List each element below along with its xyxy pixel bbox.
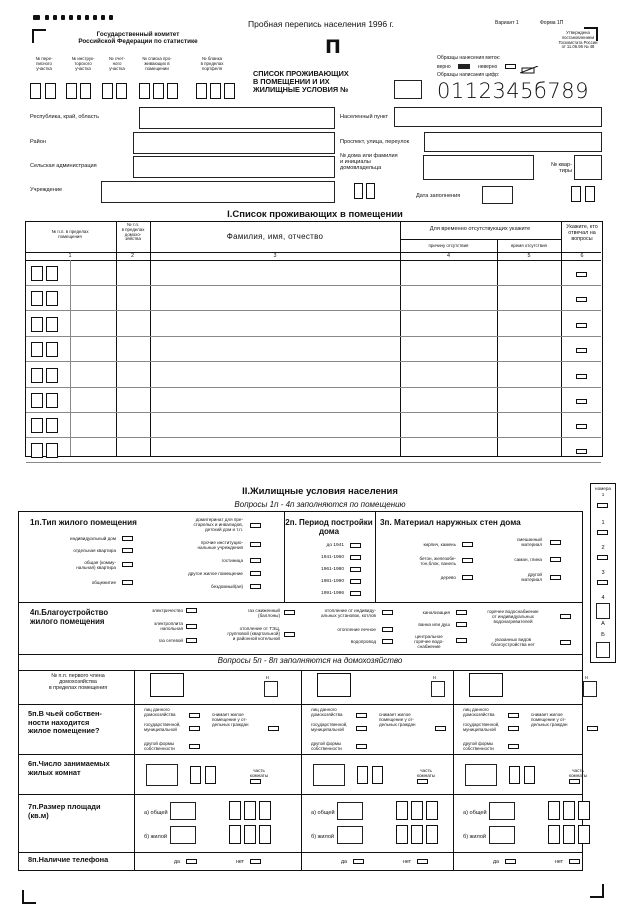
region-label: Республика, край, область bbox=[30, 114, 100, 120]
hh-number-box[interactable] bbox=[150, 673, 184, 697]
col-num: 1 bbox=[68, 253, 72, 259]
phone-no-label: нет bbox=[236, 859, 244, 865]
area-digit[interactable] bbox=[578, 825, 590, 844]
row-num-box[interactable] bbox=[46, 443, 58, 458]
q5-title: 5п.В чьей собствен- ности находится жилое помещение? bbox=[28, 709, 102, 735]
area-living-label: б) жилой bbox=[463, 834, 487, 840]
area-living-label: б) жилой bbox=[311, 834, 335, 840]
table-row bbox=[26, 285, 601, 286]
area-digit[interactable] bbox=[548, 825, 560, 844]
q1-opt: отдельная квартира bbox=[73, 548, 116, 553]
q4-opt: канализация bbox=[422, 610, 450, 615]
district-label: Район bbox=[30, 139, 46, 145]
sidebar-a: А bbox=[601, 621, 605, 627]
q5-opt: государственной, муниципальной bbox=[463, 722, 500, 732]
sidebar-3: 3 bbox=[601, 570, 605, 576]
q1-opt: индивидуальный дом bbox=[70, 536, 116, 541]
q3-opt: саман, глина bbox=[514, 557, 542, 562]
q5-opt: снимает жилое помещение у от- дельных граждан bbox=[531, 712, 568, 727]
row-num-box[interactable] bbox=[31, 266, 43, 281]
row-num-box[interactable] bbox=[46, 291, 58, 306]
rooms-digit[interactable] bbox=[524, 766, 535, 784]
date-code-box[interactable] bbox=[585, 186, 595, 202]
q4-opt: центральное горячее водо- снабжение bbox=[414, 634, 444, 649]
rooms-box[interactable] bbox=[146, 764, 178, 786]
q3-opt: другой материал bbox=[521, 572, 542, 582]
row-num-box[interactable] bbox=[31, 342, 43, 357]
table-row bbox=[26, 437, 601, 438]
area-digit[interactable] bbox=[411, 825, 423, 844]
hh-n-box[interactable] bbox=[583, 681, 597, 697]
q6-title: 6п.Число занимаемых жилых комнат bbox=[28, 759, 110, 777]
phone-yes-label: да bbox=[493, 859, 499, 865]
incorrect-mark-sample bbox=[505, 64, 516, 69]
hh-number-box[interactable] bbox=[317, 673, 351, 697]
table-row bbox=[26, 336, 601, 337]
institution-field[interactable] bbox=[101, 181, 335, 203]
area-total-label: а) общей bbox=[311, 810, 335, 816]
correct-label: верно bbox=[437, 64, 451, 70]
area-digit[interactable] bbox=[229, 825, 241, 844]
q2-opt: 1991-1996 bbox=[321, 591, 344, 596]
q2-opt: до 1941 bbox=[326, 543, 344, 548]
q5-opt: лиц данного домохозяйства bbox=[144, 707, 176, 717]
answered-checkbox[interactable] bbox=[576, 323, 587, 328]
phone-no-label: нет bbox=[555, 859, 563, 865]
q4-opt: отопление печное bbox=[337, 627, 376, 632]
col-label-3: № счет- ного участка bbox=[108, 56, 126, 71]
col-label-2: № инструк- торского участка bbox=[71, 56, 95, 71]
q4-opt: газ сетевой bbox=[158, 638, 183, 643]
q5-opt: другой формы собственности bbox=[463, 741, 494, 751]
q4-opt: отопление от индивиду- альных установок, котлов bbox=[320, 608, 376, 618]
rural-admin-field[interactable] bbox=[133, 156, 335, 178]
area-box[interactable] bbox=[337, 802, 363, 820]
q4-opt: водопровод bbox=[350, 639, 376, 644]
list-title: СПИСОК ПРОЖИВАЮЩИХ В ПОМЕЩЕНИИ И ИХ ЖИЛИЩНЫЕ УСЛОВИЯ № bbox=[253, 69, 349, 94]
area-digit[interactable] bbox=[578, 801, 590, 820]
q1-opt: общая (комму- нальная) квартира bbox=[76, 560, 116, 570]
sidebar-box-b[interactable] bbox=[596, 642, 610, 658]
col-num: 6 bbox=[580, 253, 584, 259]
rooms-box[interactable] bbox=[465, 764, 497, 786]
col-num: 3 bbox=[273, 253, 277, 259]
house-field[interactable] bbox=[423, 155, 534, 180]
row-num-box[interactable] bbox=[46, 368, 58, 383]
table-row bbox=[26, 310, 601, 311]
area-digit[interactable] bbox=[563, 801, 575, 820]
part-room-label: часть комнаты bbox=[249, 768, 269, 778]
q1-opt: бездомный(ая) bbox=[211, 584, 243, 589]
area-digit[interactable] bbox=[244, 825, 256, 844]
area-digit[interactable] bbox=[259, 825, 271, 844]
sidebar-4: 4 bbox=[601, 595, 605, 601]
date-code-box[interactable] bbox=[571, 186, 581, 202]
q3-opt: дерево bbox=[440, 575, 456, 580]
row-num-box[interactable] bbox=[46, 266, 58, 281]
col-full-name: Фамилия, имя, отчество bbox=[226, 232, 324, 241]
row-num-box[interactable] bbox=[31, 393, 43, 408]
q4-title: 4п.Благоустройство жилого помещения bbox=[30, 608, 109, 626]
area-digit[interactable] bbox=[563, 825, 575, 844]
section1-title: I.Список проживающих в помещении bbox=[227, 209, 403, 220]
answered-checkbox[interactable] bbox=[576, 399, 587, 404]
area-digit[interactable] bbox=[411, 801, 423, 820]
q3-opt: бетон, железобе- тон,блок, панель bbox=[419, 556, 456, 566]
q5-opt: государственной, муниципальной bbox=[144, 722, 181, 732]
q1-opt: домитеринат для пре- старелых и инвалидов, детский дом и т.п. bbox=[193, 517, 243, 532]
section2-subtitle1: Вопросы 1п - 4п заполняются по помещению bbox=[234, 500, 406, 509]
area-total-label: а) общей bbox=[463, 810, 487, 816]
phone-no-label: нет bbox=[403, 859, 411, 865]
street-field[interactable] bbox=[424, 132, 602, 152]
col-num: 2 bbox=[131, 253, 134, 259]
col-label-1: № пере- писного участка bbox=[35, 56, 53, 71]
area-box[interactable] bbox=[170, 826, 196, 844]
apartment-field[interactable] bbox=[574, 155, 602, 180]
q1-title: 1п.Тип жилого помещения bbox=[30, 518, 137, 527]
area-digit[interactable] bbox=[259, 801, 271, 820]
rooms-digit[interactable] bbox=[372, 766, 383, 784]
area-digit[interactable] bbox=[244, 801, 256, 820]
phone-yes-label: да bbox=[174, 859, 180, 865]
col-num: 5 bbox=[527, 253, 531, 259]
q2-title: 2п. Период постройки дома bbox=[285, 518, 373, 536]
row-num-box[interactable] bbox=[31, 368, 43, 383]
area-digit[interactable] bbox=[396, 825, 408, 844]
phone-yes-label: да bbox=[341, 859, 347, 865]
incorrect-label: неверно bbox=[478, 64, 498, 70]
area-digit[interactable] bbox=[396, 801, 408, 820]
q1-opt: другое жилое помещение bbox=[188, 571, 243, 576]
table-row bbox=[26, 361, 601, 362]
n-label: н bbox=[585, 675, 588, 681]
corner-mark bbox=[32, 29, 46, 31]
institution-label: Учреждение bbox=[30, 187, 63, 193]
hh-first-member-label: № п.п. первого члена домохозяйства в пределах помещения bbox=[48, 673, 108, 691]
region-field[interactable] bbox=[139, 107, 335, 129]
date-code-box[interactable] bbox=[366, 183, 375, 199]
q5-opt: снимает жилое помещение у от- дельных граждан bbox=[379, 712, 416, 727]
col-time: время отсутствия bbox=[511, 243, 547, 248]
correct-mark-sample bbox=[458, 64, 470, 69]
answered-checkbox[interactable] bbox=[576, 449, 587, 454]
date-code-box[interactable] bbox=[354, 183, 363, 199]
col-answered: Укажите, кто отвечал на вопросы bbox=[566, 224, 598, 242]
n-label: н bbox=[266, 675, 269, 681]
row-num-box[interactable] bbox=[46, 317, 58, 332]
section2-title: II.Жилищные условия населения bbox=[242, 486, 398, 497]
hh-n-box[interactable] bbox=[264, 681, 278, 697]
n-label: н bbox=[433, 675, 436, 681]
rural-admin-label: Сельская администрация bbox=[30, 163, 97, 169]
digit-samples: 0112345б789 bbox=[437, 79, 589, 103]
row-num-box[interactable] bbox=[31, 291, 43, 306]
q8-title: 8п.Наличие телефона bbox=[28, 855, 109, 864]
part-room-label: часть комнаты bbox=[416, 768, 436, 778]
q5-opt: лиц данного домохозяйства bbox=[311, 707, 343, 717]
q4-opt: горячее водоснабжение от индивидуальных водонагревателей bbox=[487, 609, 539, 624]
q2-opt: 1961-1980 bbox=[321, 567, 344, 572]
q4-opt: ванна или душ bbox=[418, 622, 450, 627]
street-label: Проспект, улица, переулок bbox=[340, 139, 410, 145]
area-box[interactable] bbox=[489, 802, 515, 820]
sidebar-b: Б bbox=[601, 632, 605, 638]
rooms-digit[interactable] bbox=[205, 766, 216, 784]
answered-checkbox[interactable] bbox=[576, 348, 587, 353]
rooms-digit[interactable] bbox=[509, 766, 520, 784]
area-living-label: б) жилой bbox=[144, 834, 168, 840]
q3-title: 3п. Материал наружных стен дома bbox=[380, 518, 521, 527]
row-num-box[interactable] bbox=[31, 443, 43, 458]
list-number-field[interactable] bbox=[394, 80, 422, 99]
col-person-number: № п.п. в пределах помещения bbox=[51, 229, 89, 239]
form-title: Пробная перепись населения 1996 г. bbox=[248, 19, 394, 29]
date-field[interactable] bbox=[482, 186, 513, 204]
sidebar-box-a[interactable] bbox=[596, 603, 610, 619]
q5-opt: государственной, муниципальной bbox=[311, 722, 348, 732]
q1-opt: гостиница bbox=[221, 558, 243, 563]
sidebar-1: 1 bbox=[601, 520, 605, 526]
area-digit[interactable] bbox=[426, 801, 438, 820]
q4-opt: отопление от ТЭЦ, групповой (квартальной) и районной котельной bbox=[227, 626, 280, 641]
table-row bbox=[26, 412, 601, 413]
part-room-label: часть комнаты bbox=[568, 768, 588, 778]
row-num-box[interactable] bbox=[46, 342, 58, 357]
hh-number-box[interactable] bbox=[469, 673, 503, 697]
area-digit[interactable] bbox=[548, 801, 560, 820]
form-number: Форма 1П bbox=[540, 20, 564, 26]
marks-label: Образцы нанесения меток: bbox=[437, 55, 501, 61]
q5-opt: другой формы собственности bbox=[311, 741, 342, 751]
q1-opt: прочие институцио- нальные учреждения bbox=[197, 540, 243, 550]
answered-checkbox[interactable] bbox=[576, 374, 587, 379]
q5-opt: другой формы собственности bbox=[144, 741, 175, 751]
table-row bbox=[26, 462, 601, 463]
q4-opt: электроплита напольная bbox=[153, 621, 183, 631]
area-total-label: а) общей bbox=[144, 810, 168, 816]
area-digit[interactable] bbox=[426, 825, 438, 844]
table-row bbox=[26, 387, 601, 388]
settlement-field[interactable] bbox=[394, 107, 602, 127]
institution: Государственный комитет Российской Федерации по статистике bbox=[78, 31, 198, 45]
area-digit[interactable] bbox=[229, 801, 241, 820]
q7-title: 7п.Размер площади (кв.м) bbox=[28, 802, 101, 820]
rooms-digit[interactable] bbox=[190, 766, 201, 784]
section2-subtitle2: Вопросы 5п - 8п заполняются на домохозяйство bbox=[217, 656, 403, 665]
col-label-4: № списка про- живающих в помещении bbox=[142, 56, 172, 71]
digits-label: Образцы написания цифр: bbox=[437, 72, 500, 78]
q5-opt: снимает жилое помещение у от- дельных граждан bbox=[212, 712, 249, 727]
house-label: № дома или фамилия и инициалы домовладельца bbox=[340, 153, 398, 171]
q4-opt: электричество bbox=[151, 608, 183, 613]
settlement-label: Населенный пункт bbox=[340, 114, 389, 120]
form-letter: П bbox=[325, 36, 341, 58]
row-num-box[interactable] bbox=[46, 393, 58, 408]
col-num: 4 bbox=[447, 253, 450, 259]
apartment-label: № квар- тиры bbox=[551, 162, 572, 174]
area-box[interactable] bbox=[170, 802, 196, 820]
answered-checkbox[interactable] bbox=[576, 297, 587, 302]
row-num-box[interactable] bbox=[46, 418, 58, 433]
incorrect-sample-2 bbox=[520, 61, 540, 69]
col-household-number: № т.п. в пределах домохо- зяйства bbox=[121, 222, 145, 242]
hh-n-box[interactable] bbox=[431, 681, 445, 697]
area-box[interactable] bbox=[337, 826, 363, 844]
q2-opt: 1941-1960 bbox=[321, 555, 344, 560]
q3-opt: кирпич, камень bbox=[423, 542, 456, 547]
corner-mark bbox=[22, 902, 36, 904]
q1-opt: общежитие bbox=[91, 580, 116, 585]
q4-opt: указанных видов благоустройства нет bbox=[491, 637, 535, 647]
district-field[interactable] bbox=[133, 132, 335, 154]
rooms-digit[interactable] bbox=[357, 766, 368, 784]
area-box[interactable] bbox=[489, 826, 515, 844]
corner-mark bbox=[32, 29, 34, 43]
col-reason: причину отсутствия bbox=[428, 243, 469, 248]
col-label-5: № бланка в пределах портфеля bbox=[200, 56, 224, 71]
q5-opt: лиц данного домохозяйства bbox=[463, 707, 495, 717]
col-absent: Для временно отсутствующих укажите bbox=[429, 226, 531, 232]
row-num-box[interactable] bbox=[31, 317, 43, 332]
row-num-box[interactable] bbox=[31, 418, 43, 433]
approval-note: Утверждена постановлением Госкомстата России от 11.06.96 № 48 bbox=[558, 30, 598, 50]
sidebar-top: номера 1 bbox=[595, 486, 611, 497]
rooms-box[interactable] bbox=[313, 764, 345, 786]
answered-checkbox[interactable] bbox=[576, 272, 587, 277]
date-label: Дата заполнения bbox=[416, 193, 461, 199]
variant: Вариант 1 bbox=[495, 20, 519, 26]
corner-mark bbox=[602, 884, 604, 898]
answered-checkbox[interactable] bbox=[576, 424, 587, 429]
q2-opt: 1981-1990 bbox=[321, 579, 344, 584]
sidebar-2: 2 bbox=[601, 545, 605, 551]
q3-opt: смешанный материал bbox=[516, 537, 542, 547]
q4-opt: газ сжиженный (баллоны) bbox=[247, 608, 280, 618]
